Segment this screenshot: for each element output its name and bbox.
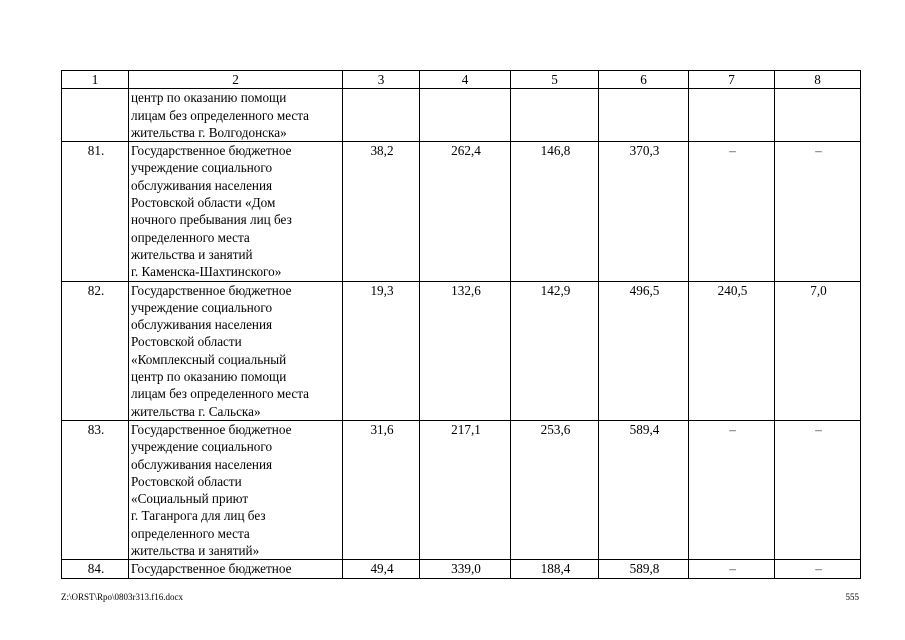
name-line: обслуживания населения bbox=[131, 317, 273, 333]
value-col8 bbox=[775, 89, 861, 142]
header-row bbox=[62, 71, 861, 89]
value-col8: – bbox=[775, 420, 861, 559]
value-col4 bbox=[420, 89, 511, 142]
name-line: Ростовской области bbox=[131, 473, 242, 489]
footer-file-path: Z:\ORST\Rpo\0803r313.f16.docx bbox=[61, 592, 183, 602]
column-header: 1 bbox=[62, 71, 129, 89]
value-col3 bbox=[343, 89, 420, 142]
row-number bbox=[62, 89, 129, 142]
name-line: ночного пребывания лиц без bbox=[131, 212, 292, 228]
column-header: 2 bbox=[129, 71, 343, 89]
name-line: Ростовской области bbox=[131, 334, 242, 350]
table-row bbox=[62, 89, 861, 142]
name-line: Ростовской области «Дом bbox=[131, 195, 276, 211]
column-header: 6 bbox=[599, 71, 689, 89]
value-col8: – bbox=[775, 560, 861, 578]
name-line: г. Таганрога для лиц без bbox=[131, 508, 266, 524]
institution-name bbox=[129, 420, 343, 559]
value-col7: – bbox=[689, 142, 775, 281]
table-row bbox=[62, 281, 861, 420]
document-table bbox=[61, 70, 861, 579]
institution-name bbox=[129, 560, 343, 578]
value-col5: 188,4 bbox=[511, 560, 599, 578]
name-line: учреждение социального bbox=[131, 439, 273, 455]
value-col3: 19,3 bbox=[343, 281, 420, 420]
name-line: учреждение социального bbox=[131, 299, 273, 315]
value-col4: 217,1 bbox=[420, 420, 511, 559]
row-number: 84. bbox=[62, 560, 129, 578]
value-col5: 146,8 bbox=[511, 142, 599, 281]
value-col4: 339,0 bbox=[420, 560, 511, 578]
value-col3: 49,4 bbox=[343, 560, 420, 578]
name-line: обслуживания населения bbox=[131, 177, 273, 193]
table-row bbox=[62, 142, 861, 281]
name-line: жительства и занятий» bbox=[131, 543, 260, 559]
table-row bbox=[62, 420, 861, 559]
value-col3: 38,2 bbox=[343, 142, 420, 281]
name-line: определенного места bbox=[131, 229, 250, 245]
value-col7: – bbox=[689, 420, 775, 559]
name-line: определенного места bbox=[131, 525, 250, 541]
column-header: 5 bbox=[511, 71, 599, 89]
institution-name bbox=[129, 89, 343, 142]
value-col5: 142,9 bbox=[511, 281, 599, 420]
name-line: жительства и занятий bbox=[131, 246, 253, 262]
value-col4: 262,4 bbox=[420, 142, 511, 281]
name-line: лицам без определенного места bbox=[131, 107, 310, 123]
table-row bbox=[62, 560, 861, 578]
value-col6: 589,4 bbox=[599, 420, 689, 559]
value-col4: 132,6 bbox=[420, 281, 511, 420]
column-header: 8 bbox=[775, 71, 861, 89]
name-line: Государственное бюджетное bbox=[131, 421, 292, 437]
value-col8: 7,0 bbox=[775, 281, 861, 420]
row-number: 82. bbox=[62, 281, 129, 420]
value-col5 bbox=[511, 89, 599, 142]
value-col7 bbox=[689, 89, 775, 142]
name-line: жительства г. Волгодонска» bbox=[131, 124, 287, 140]
value-col6: 370,3 bbox=[599, 142, 689, 281]
name-line: жительства г. Сальска» bbox=[131, 403, 261, 419]
name-line: «Комплексный социальный bbox=[131, 351, 287, 367]
column-header: 4 bbox=[420, 71, 511, 89]
value-col7: – bbox=[689, 560, 775, 578]
value-col6: 496,5 bbox=[599, 281, 689, 420]
name-line: лицам без определенного места bbox=[131, 386, 310, 402]
row-number: 83. bbox=[62, 420, 129, 559]
institution-name bbox=[129, 281, 343, 420]
value-col3: 31,6 bbox=[343, 420, 420, 559]
name-line: Государственное бюджетное bbox=[131, 282, 292, 298]
name-line: центр по оказанию помощи bbox=[131, 369, 287, 385]
name-line: г. Каменска-Шахтинского» bbox=[131, 264, 282, 280]
value-col6: 589,8 bbox=[599, 560, 689, 578]
footer-page-number: 555 bbox=[845, 592, 859, 602]
column-header: 7 bbox=[689, 71, 775, 89]
value-col7: 240,5 bbox=[689, 281, 775, 420]
institution-name bbox=[129, 142, 343, 281]
name-line: учреждение социального bbox=[131, 160, 273, 176]
name-line: Государственное бюджетное bbox=[131, 143, 292, 159]
name-line: центр по оказанию помощи bbox=[131, 90, 287, 106]
value-col6 bbox=[599, 89, 689, 142]
name-line: Государственное бюджетное bbox=[131, 561, 292, 577]
value-col5: 253,6 bbox=[511, 420, 599, 559]
column-header: 3 bbox=[343, 71, 420, 89]
value-col8: – bbox=[775, 142, 861, 281]
row-number: 81. bbox=[62, 142, 129, 281]
name-line: «Социальный приют bbox=[131, 491, 249, 507]
name-line: обслуживания населения bbox=[131, 456, 273, 472]
